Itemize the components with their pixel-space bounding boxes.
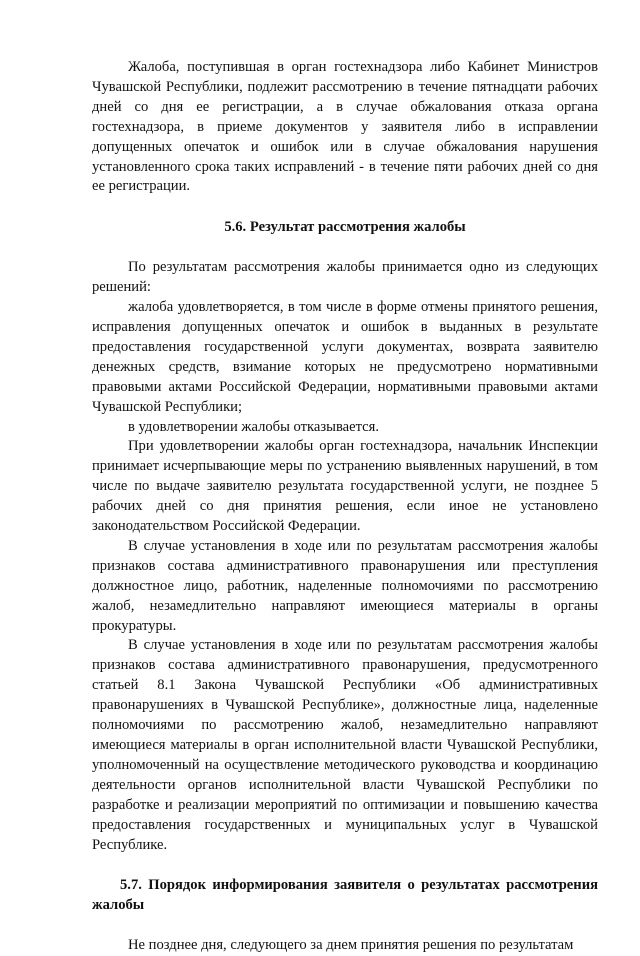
section-heading-5-6: 5.6. Результат рассмотрения жалобы [224,219,466,236]
paragraph-decision-satisfied: жалоба удовлетворяется, в том числе в форме отмены принятого решения, исправления допущенных опечаток и ошибок в выданных в результате предоставления государственной услуги документах, возврата заявителю денежных средств, взимание которых не предусмотрено нормативными правовыми актами Российской Федерации, нормативными правовыми актами Чувашской Республики; [92,299,598,415]
section-heading-5-7: 5.7. Порядок информирования заявителя о результатах рассмотрения жалобы [92,877,598,914]
paragraph-decision-refused: в удовлетворении жалобы отказывается. [128,418,380,435]
paragraph-prosecutor-referral: В случае установления в ходе или по результатам рассмотрения жалобы признаков состава административного правонарушения или преступления должностное лицо, работник, наделенные полномочиями по рассмотрению жалоб, незамедлительно направляют имеющиеся материалы в органы прокуратуры. [92,537,598,634]
document-page [92,58,598,956]
paragraph-complaint-deadline: Жалоба, поступившая в орган гостехнадзора либо Кабинет Министров Чувашской Республики, подлежит рассмотрению в течение пятнадцати рабочих дней со дня ее регистрации, а в случае обжалования отказа органа гостехнадзора, в приеме документов у заявителя либо в исправлении допущенных опечаток и ошибок или в случае обжалования нарушения установленного срока таких исправлений - в течение пяти рабочих дней со дня ее регистрации. [92,59,598,195]
paragraph-remedy-measures: При удовлетворении жалобы орган гостехнадзора, начальник Инспекции принимает исчерпывающие меры по устранению выявленных нарушений, в том числе по выдаче заявителю результата государственной услуги, не позднее 5 рабочих дней со дня принятия решения, если иное не установлено законодательством Российской Федерации. [92,438,598,535]
paragraph-administrative-referral: В случае установления в ходе или по результатам рассмотрения жалобы признаков состава административного правонарушения, предусмотренного статьей 8.1 Закона Чувашской Республики «Об административных правонарушениях в Чувашской Республике», должностные лица, наделенные полномочиями по рассмотрению жалоб, незамедлительно направляют имеющиеся материалы в орган исполнительной власти Чувашской Республики, уполномоченный на осуществление методического руководства и координацию деятельности органов исполнительной власти Чувашской Республики по разработке и реализации мероприятий по оптимизации и повышению качества предоставления государственных и муниципальных услуг в Чувашской Республике. [92,637,598,853]
paragraph-notification-deadline: Не позднее дня, следующего за днем принятия решения по результатам [128,937,574,954]
paragraph-decision-intro: По результатам рассмотрения жалобы принимается одно из следующих решений: [92,259,598,296]
